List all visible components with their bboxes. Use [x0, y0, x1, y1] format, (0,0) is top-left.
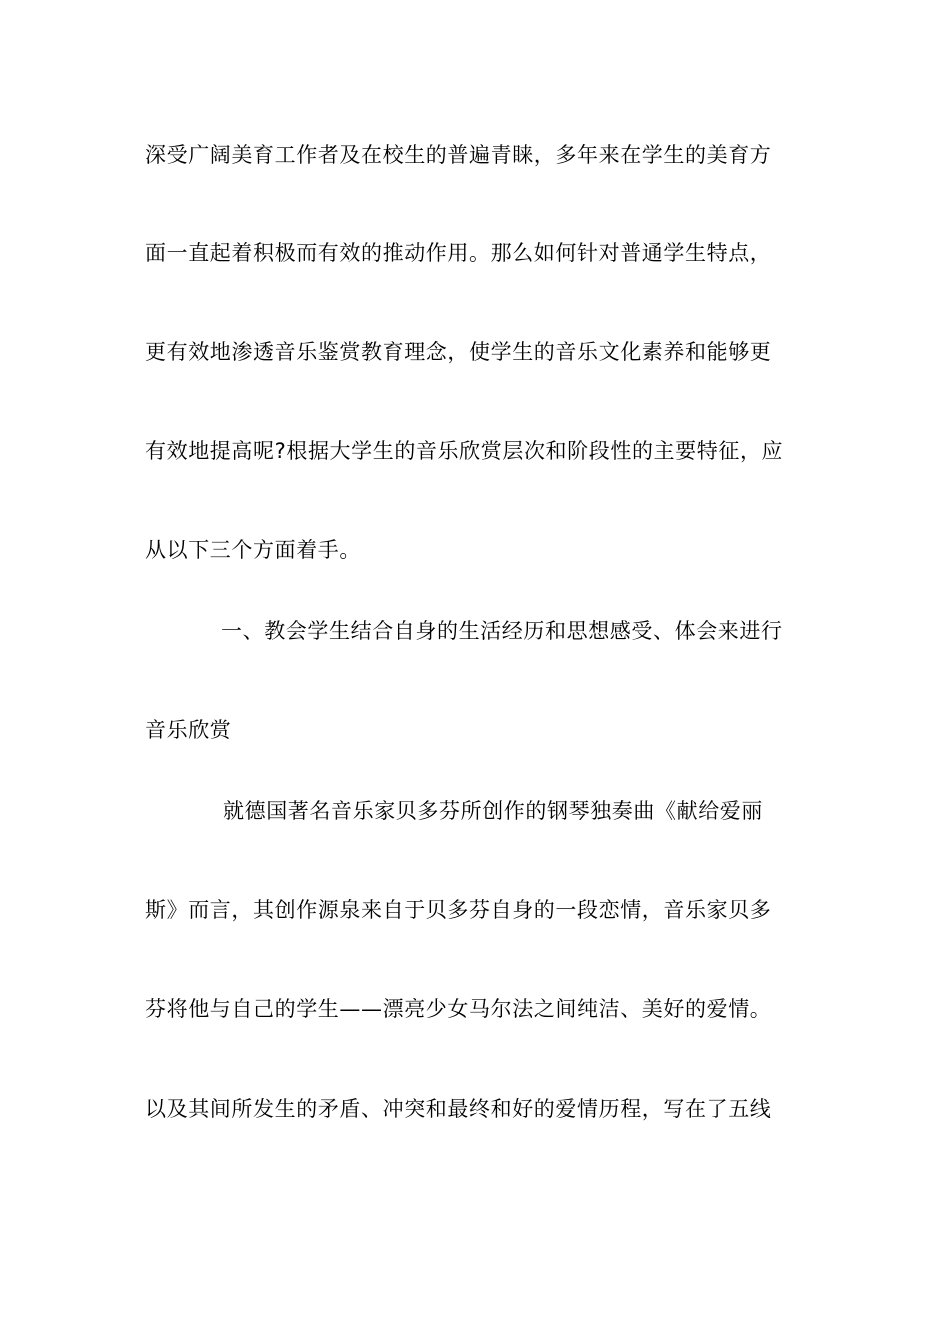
paragraph-line-8: 芬将他与自己的学生——漂亮少女马尔法之间纯洁、美好的爱情。 — [145, 997, 772, 1021]
section-heading-line-1: 一、教会学生结合自身的生活经历和思想感受、体会来进行 — [221, 619, 783, 643]
paragraph-line-3: 更有效地渗透音乐鉴赏教育理念，使学生的音乐文化素养和能够更 — [145, 340, 772, 364]
paragraph-line-4: 有效地提高呢?根据大学生的音乐欣赏层次和阶段性的主要特征，应 — [145, 439, 784, 463]
section-heading-line-2: 音乐欣赏 — [145, 718, 232, 742]
paragraph-line-1: 深受广阔美育工作者及在校生的普遍青睐，多年来在学生的美育方 — [145, 143, 772, 167]
paragraph-line-7: 斯》而言，其创作源泉来自于贝多芬自身的一段恋情，音乐家贝多 — [145, 898, 772, 922]
paragraph-line-2: 面一直起着积极而有效的推动作用。那么如何针对普通学生特点， — [145, 241, 772, 265]
paragraph-line-6: 就德国著名音乐家贝多芬所创作的钢琴独奏曲《献给爱丽 — [223, 799, 763, 823]
paragraph-line-5: 从以下三个方面着手。 — [145, 538, 361, 562]
paragraph-line-9: 以及其间所发生的矛盾、冲突和最终和好的爱情历程，写在了五线 — [145, 1097, 772, 1121]
